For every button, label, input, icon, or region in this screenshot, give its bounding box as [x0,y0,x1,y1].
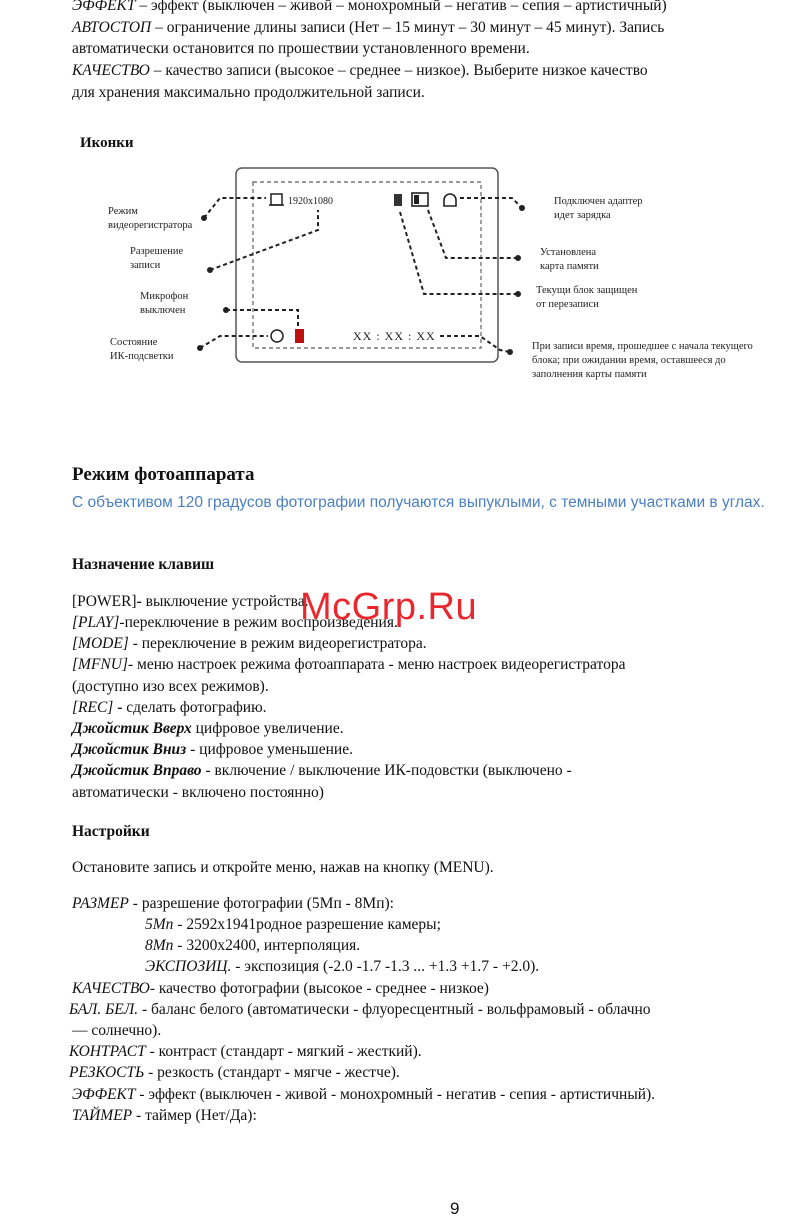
setting-white-balance: БАЛ. БЕЛ. - баланс белого (автоматически - флуоресцентный - вольфрамовый - облачно [69,1001,651,1018]
leader-adapter [460,198,522,208]
label-mode: Режим видеорегистратора [108,206,193,231]
top-line-autostop: АВТОСТОП – ограничение длины записи (Нет – 15 минут – 30 минут – 45 минут). Запись [72,19,665,36]
camera-mode-note: С объективом 120 градусов фотографии получаются выпуклыми, с темными участками в углах. [72,494,765,511]
leader-card [428,210,518,258]
key-item-down: Джойстик Вниз - цифровое уменьшение. [72,741,353,758]
diagram-title: Иконки [80,135,134,151]
key-item-up: Джойстик Вверх цифровое увеличение. [72,720,344,737]
camera-mode-heading: Режим фотоаппарата [72,464,255,485]
keys-heading: Назначение клавиш [72,556,215,573]
leader-resolution [210,210,318,270]
screen-resolution: 1920x1080 [288,196,333,207]
setting-sharpness: РЕЗКОСТЬ - резкость (стандарт - мягче - жестче). [69,1064,400,1081]
setting-effect: ЭФФЕКТ - эффект (выключен - живой - монохромный - негатив - сепия - артистичный). [72,1086,656,1103]
leader-mode [204,198,266,218]
key-item-menu-cont: (доступно изо всех режимов). [72,678,269,695]
key-item-play: [PLAY]-переключение в режим воспроизведения. [72,614,398,631]
key-item-rec: [REC] - сделать фотографию. [72,699,267,716]
setting-white-balance-cont: — солнечно). [72,1022,162,1039]
leader-protected [400,212,518,294]
video-mode-icon [271,194,282,205]
leader-time [440,336,510,352]
icons-diagram [70,130,790,400]
setting-size: РАЗМЕР - разрешение фотографии (5Мп - 8Мп): [72,895,394,912]
screen-timecode: XX : XX : XX [353,329,436,343]
leader-mic [226,310,298,326]
label-adapter: Подключен адаптер идет зарядка [554,196,643,221]
top-line-effect: ЭФФЕКТ – эффект (выключен – живой – монохромный – негатив – сепия – артистичный) [72,0,667,14]
label-mic: Микрофон выключен [140,291,189,316]
page-number: 9 [450,1199,460,1218]
key-item-right: Джойстик Вправо - включение / выключение ИК-подовстки (выключено - [72,762,572,779]
label-ir: Состояние ИК-подсветки [110,337,174,362]
watermark: McGrp.Ru [300,586,478,628]
settings-heading: Настройки [72,823,150,840]
adapter-icon [444,194,456,206]
top-line-quality: КАЧЕСТВО – качество записи (высокое – среднее – низкое). Выберите низкое качество [72,62,648,79]
key-item-right-cont: автоматически - включено постоянно) [72,784,324,801]
ir-icon [271,330,283,342]
setting-contrast: КОНТРАСТ - контраст (стандарт - мягкий - жесткий). [69,1043,422,1060]
top-line-autostop-cont: автоматически остановится по прошествии установленного времени. [72,40,530,57]
mic-off-icon [295,329,304,343]
setting-timer: ТАЙМЕР - таймер (Нет/Да): [72,1107,257,1124]
key-item-menu: [MFNU]- меню настроек режима фотоаппарата - меню настроек видеорегистратора [72,656,626,673]
label-resolution: Разрешение записи [130,246,184,271]
label-protected: Текущи блок защищен от перезаписи [536,285,638,310]
setting-quality: КАЧЕСТВО- качество фотографии (высокое - среднее - низкое) [72,980,489,997]
top-line-quality-cont: для хранения максимально продолжительной записи. [72,84,425,101]
key-item-mode: [MODE] - переключение в режим видеорегистратора. [72,635,427,652]
key-item-power: [POWER]- выключение устройства. [72,593,309,610]
leader-ir [200,336,268,348]
setting-size-8mp: 8Мп - 3200x2400, интерполяция. [145,937,361,954]
label-card: Установлена карта памяти [540,247,599,272]
setting-size-5mp: 5Мп - 2592x1941родное разрешение камеры; [145,916,441,933]
settings-intro: Остановите запись и откройте меню, нажав на кнопку (MENU). [72,859,494,876]
lock-icon [394,194,402,206]
setting-exposure: ЭКСПОЗИЦ. - экспозиция (-2.0 -1.7 -1.3 ... +1.3 +1.7 - +2.0). [145,958,540,975]
label-time: При записи время, прошедшее с начала текущего блока; при ожидании время, оставшееся до заполнения карты памяти [532,341,753,380]
